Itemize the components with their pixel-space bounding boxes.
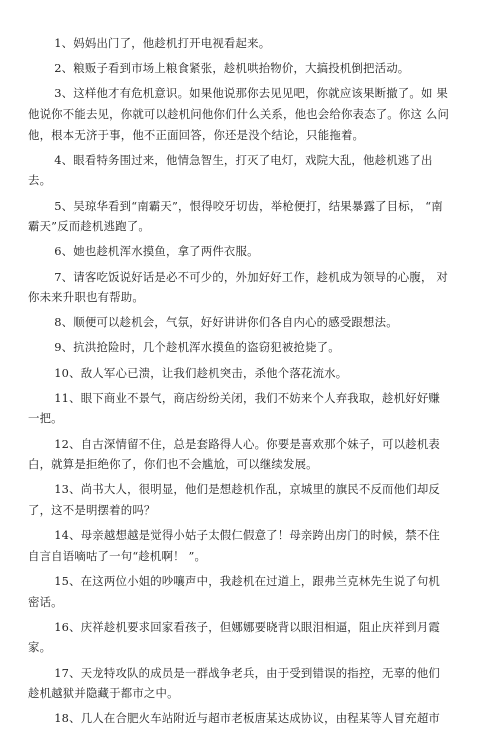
sentence-15: 15、在这两位小姐的吵嚷声中，我趁机在过道上，跟弗兰克林先生说了句机 密话。 [28,573,441,609]
sentence-5: 5、吴琼华看到“南霸天”，恨得咬牙切齿，举枪便打，结果暴露了目标， “南霸天”反而趁机逃跑了。 [28,198,443,234]
sentence-17-line-1: 17、天龙特攻队的成员是一群战争老兵，由于受到错误的指控，无辜的他们 [54,665,441,680]
sentence-9: 9、抗洪抢险时，几个趁机浑水摸鱼的盗窃犯被抢毙了。 [54,340,340,355]
sentence-3: 3、这样他才有危机意识。如果他说那你去见见吧，你就应该果断撤了。如 果他说你不能去见，你就可以趁机问他你们什么关系，他也会给你表态了。你这 么问他，根本无济于事，他不正面回答，你还是没个结论，只能拖着。 [28,86,450,142]
sentence-12: 12、自古深情留不住，总是套路得人心。你要是喜欢那个妹子，可以趁机表 白，就算是拒绝你了，你们也不会尴尬，可以继续发展。 [28,436,441,472]
sentence-8: 8、顺便可以趁机会，气氛，好好讲讲你们各自内心的感受跟想法。 [54,315,398,330]
sentence-4: 4、眼看特务围过来，他情急智生，打灭了电灯，戏院大乱，他趁机逃了出 去。 [28,152,433,188]
sentence-7: 7、请客吃饭说好话是必不可少的，外加好好工作，趁机成为领导的心腹， 对你未来升职也有帮助。 [28,269,448,305]
sentence-16: 16、庆祥趁机要求回家看孩子，但娜娜要晓背以眼泪相逼，阻止庆祥到月霞 家。 [28,619,441,655]
sentence-18: 18、几人在合肥火车站附近与超市老板唐某达成协议，由程某等人冒充超市 [54,711,441,726]
sentence-1: 1、妈妈出门了，他趁机打开电视看起来。 [54,36,271,50]
sentence-14: 14、母亲越想越是觉得小姑子太假仁假意了！母亲跨出房门的时候，禁不住 自言自语嘀咕了一句“趁机啊！ ”。 [28,528,441,563]
sentence-11: 11、眼下商业不景气，商店纷纷关闭，我们不妨来个人弃我取，趁机好好赚 一把。 [28,390,441,426]
sentence-17-line-2: 趁机越狱并隐藏于都市之中。 [28,686,179,701]
sentence-10: 10、敌人军心已溃，让我们趁机突击，杀他个落花流水。 [54,365,348,380]
sentence-6: 6、她也趁机浑水摸鱼，拿了两件衣服。 [54,244,259,259]
sentence-2: 2、粮贩子看到市场上粮食紧张，趁机哄抬物价，大搞投机倒把活动。 [54,61,410,76]
sentence-13: 13、尚书大人，很明显，他们是想趁机作乱，京城里的旗民不反而他们却反 了，这不是明摆着的吗？ [28,482,441,517]
